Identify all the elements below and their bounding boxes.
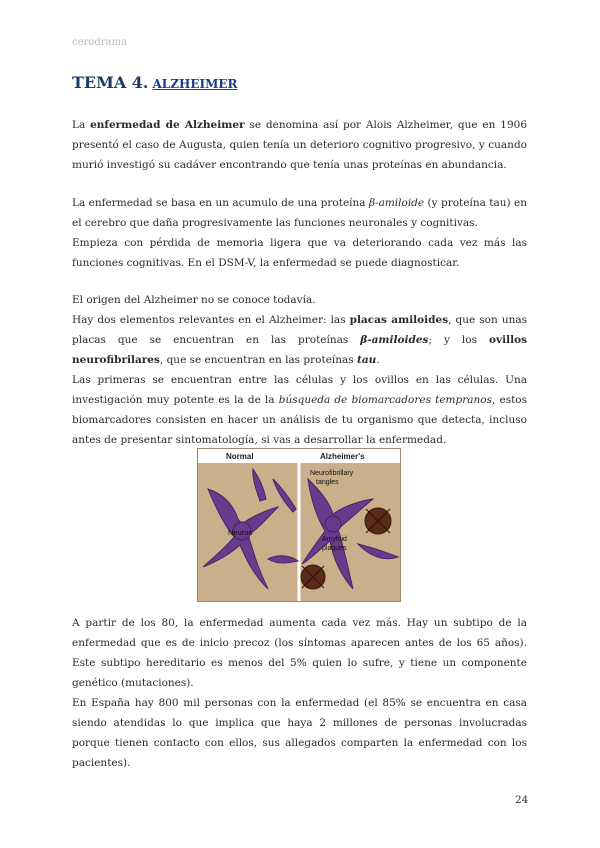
label-tangles-1: Neurofibrillary (310, 470, 354, 477)
paragraph-intro (72, 115, 527, 175)
page-number: 24 (515, 794, 529, 806)
page-title (72, 73, 238, 92)
text: Empieza con pérdida de memoria ligera que va deteriorando cada vez más las funciones cognitivas. En el DSM-V, la enfermedad se puede diagnosticar. (72, 237, 527, 269)
label-tangles-2: tangles (316, 479, 339, 486)
label-plaques-1: Amyloid (322, 536, 347, 543)
neuron-illustration (198, 449, 400, 601)
label-neuron: Neuron (228, 528, 253, 537)
paragraph-origin (72, 290, 527, 450)
header-watermark: cerodrama (72, 37, 127, 48)
title-prefix: TEMA 4. (72, 73, 149, 92)
paragraph-statistics (72, 613, 527, 773)
label-normal: Normal (226, 452, 254, 461)
italic-term: búsqueda de biomarcadores tempranos (278, 394, 492, 406)
text: Hay dos elementos relevantes en el Alzheimer: las (72, 314, 350, 326)
text: La (72, 119, 91, 131)
bold-italic-term: tau (357, 354, 377, 366)
bold-term: enfermedad de Alzheimer (90, 119, 245, 131)
text: A partir de los 80, la enfermedad aumenta cada vez más. Hay un subtipo de la enfermedad que es de inicio precoz (los síntomas aparecen antes de los 65 años). Este subtipo hereditario es menos del 5% quien lo sufre, y tiene un componente genético (mutaciones). (72, 617, 527, 689)
text: (y proteína tau) en el cerebro que daña progresivamente las funciones neuronales y cognitivas. (72, 197, 527, 229)
text: se denomina así por Alois Alzheimer, que en 1906 presentó el caso de Augusta, quien tenía un deterioro cognitivo progresivo, y cuando murió investigó su cadáver encontrando que tenía unas proteínas en abundancia. (72, 119, 527, 171)
text: La enfermedad se basa en un acumulo de una proteína (72, 197, 369, 209)
text: En España hay 800 mil personas con la enfermedad (el 85% se encuentra en casa siendo atendidas lo que implica que haya 2 millones de personas involucradas porque tienen contacto con ellos, sus allegados comparten la enfermedad con los pacientes). (72, 697, 527, 769)
text: , que se encuentran en las proteínas (159, 354, 358, 366)
text: Las primeras se encuentran entre las células y los ovillos en las células. Una investigación muy potente es la de la (72, 374, 527, 406)
text: ; y los (428, 334, 489, 346)
bold-italic-term: β-amiloides (360, 334, 429, 346)
paragraph-basis (72, 193, 527, 273)
text: . (376, 354, 380, 366)
italic-term: β-amiloide (368, 197, 425, 209)
text: , que son unas placas que se encuentran en las proteínas (72, 314, 527, 346)
title-link[interactable]: ALZHEIMER (152, 77, 238, 91)
text: El origen del Alzheimer no se conoce todavía. (72, 294, 316, 306)
bold-term: ovillos neurofibrilares (72, 334, 527, 366)
label-alzheimers: Alzheimer's (320, 452, 365, 461)
label-plaques-2: plaques (322, 545, 347, 552)
text: , estos biomarcadores consisten en hacer un análisis de tu organismo que detecta, incluso antes de presentar sintomatología, si vas a desarrollar la enfermedad. (72, 394, 528, 446)
alzheimer-figure (197, 448, 401, 602)
bold-term: placas amiloides (349, 314, 449, 326)
